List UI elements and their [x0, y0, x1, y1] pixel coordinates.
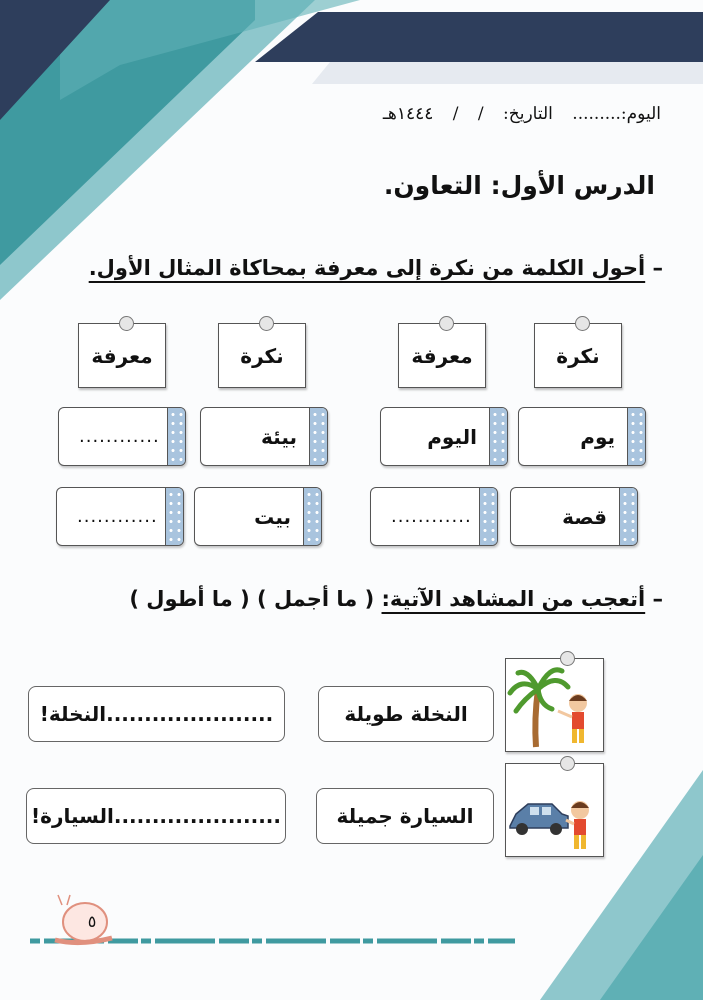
answer-tag [380, 407, 508, 466]
word: بيت [254, 504, 291, 529]
instruction-text: أتعجب من المشاهد الآتية: [381, 587, 646, 611]
sentence-box: النخلة طويلة [318, 686, 494, 742]
header-note-nakira [218, 323, 306, 388]
word: يوم [580, 424, 615, 449]
answer: اليوم [427, 424, 477, 449]
pushpin-icon [560, 756, 575, 771]
answer-box[interactable]: ......................السيارة! [26, 788, 286, 844]
word: قصة [562, 504, 607, 529]
exercise1-instruction [89, 256, 663, 280]
answer-blank-tag[interactable] [58, 407, 186, 466]
header-note-maarifa [78, 323, 166, 388]
top-navy-band [255, 12, 703, 62]
page-number: ٥ [87, 911, 97, 931]
dash: – [652, 587, 663, 611]
pushpin-icon [259, 316, 274, 331]
word-tag [200, 407, 328, 466]
sentence-box: السيارة جميلة [316, 788, 494, 844]
scene-palm-tree-boy [505, 658, 604, 752]
word-tag [518, 407, 646, 466]
header-label: نكرة [556, 343, 600, 368]
pushpin-icon [119, 316, 134, 331]
word-tag [194, 487, 322, 546]
answer-blank[interactable]: ............ [77, 506, 158, 527]
answer-blank[interactable]: ............ [391, 506, 472, 527]
pushpin-icon [560, 651, 575, 666]
scene-car-boy [505, 763, 604, 857]
date-line [369, 104, 661, 124]
answer-blank-tag[interactable] [56, 487, 184, 546]
header-note-maarifa [398, 323, 486, 388]
instruction-text: أحول الكلمة من نكرة إلى معرفة بمحاكاة المثال الأول. [88, 256, 646, 280]
word: بيئة [261, 424, 297, 449]
car-boy-illustration [506, 764, 603, 856]
header-label: معرفة [91, 343, 153, 368]
answer-blank-tag[interactable] [370, 487, 498, 546]
dash: – [652, 256, 663, 280]
header-label: نكرة [240, 343, 284, 368]
word-tag [510, 487, 638, 546]
hint-ma-atwal: ( ما أطول ) [129, 587, 250, 611]
date-sep-1: / [477, 104, 484, 124]
exercise2-instruction [129, 587, 663, 611]
answer-box[interactable]: ......................النخلة! [28, 686, 285, 742]
palm-tree-boy-illustration [506, 659, 603, 751]
hint-ma-ajmal: ( ما أجمل ) [257, 587, 375, 611]
date-label: التاريخ: [503, 104, 553, 124]
pushpin-icon [439, 316, 454, 331]
day-label: اليوم:......... [572, 104, 661, 124]
year: ١٤٤٤هـ [382, 104, 434, 124]
top-grey-band [312, 62, 703, 84]
header-label: معرفة [411, 343, 473, 368]
answer-blank[interactable]: ............ [79, 426, 160, 447]
lesson-title: الدرس الأول: التعاون. [383, 171, 655, 200]
header-note-nakira [534, 323, 622, 388]
date-sep-2: / [452, 104, 459, 124]
pushpin-icon [575, 316, 590, 331]
